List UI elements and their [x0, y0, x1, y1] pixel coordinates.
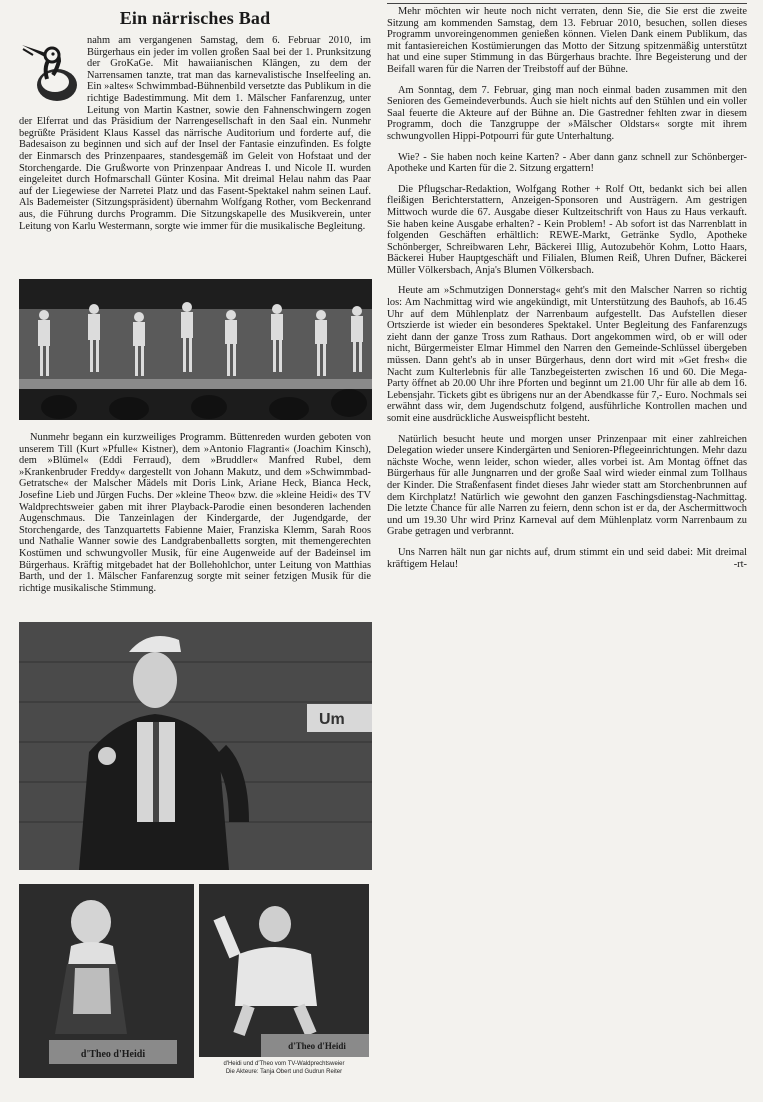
- photo-caption: [199, 1060, 369, 1076]
- paragraph-program: Nunmehr begann ein kurzweiliges Programm. Büttenreden wurden geboten von unserem Till (Kurt »Pfulle« Kistner), dem »Antonio Flagranti« (Joachim Kinsch), dem »Blümel« (Eddi Ferraud), dem »Bruddler« Manfred Rubel, dem »Krankenbruder Freddy« dargestellt von Johann Makutz, und dem »Schwimmbad-Getratsche« der Malscher Mädels mit Doris Link, Ariane Heck, Bianca Heck, Josefine Lieb und Jürgen Fuchs. Der »kleine Theo« bzw. die »kleine Heidi« des TV Waldprechtsweier gaben mit ihrer Playback-Parodie einen besonderen lachenden Augenschmaus. Die Tanzeinlagen der Kindergarde, der Jugendgarde, der Storchengarde, des Tanzquartetts Fabienne Maier, Franziska Klemm, Sarah Roos und Nathalie Wanner sowie des Landgrabenballetts sorgten, mit themengerechten Kostümen und schwungvoller Musik, für eine Augenweide auf der Badeinsel im Bürgerhaus. Kräftig mitgebadet hat der Bollehohlchor, unter Leitung von Matthias Barth, und der 1. Mälscher Fanfarenzug sorgte mit seiner fetzigen Musik für die richtige musikalische Stimmung.: [19, 432, 371, 594]
- paragraph-editorial: Die Pflugschar-Redaktion, Wolfgang Rother + Rolf Ott, bedankt sich bei allen fleißigen Berichterstattern, Anzeigen-Sponsoren und Austrägern. Am gestrigen Mittwoch wurde die 67. Ausgabe dieser Kultzeitschrift von Haus zu Haus verkauft. Sie haben keine Ausgabe erhalten? - Kein Problem! - Ab sofort ist das Narrenblatt in folgenden Geschäften erhältlich: REWE-Markt, Getränke Sydlo, Apotheke Schönberger, Schreibwaren Lehr, Bäckerei Illig, Autozubehör Kohm, Lotto Haars, Bäckerei Huber Hauptgeschäft und Filialen, Blumen Reiß, Uhren Dufner, Bäckerei Müller Völkersbach, Anja's Blumen Völkersbach.: [387, 183, 747, 276]
- paragraph-prinzenpaar: Natürlich besucht heute und morgen unser Prinzenpaar mit einer zahlreichen Delegation wieder unsere Kindergärten und Senioren-Pflegeeinrichtungen. Mehr dazu nächste Woche, wenn leider, schon wieder, alles vorbei ist. Am Montag öffnet das Bürgerhaus für alle Jungnarren und der große Saal wird wieder einmal zum Tollhaus der Kinder. Die Straßenfasent findet dieses Jahr wieder statt am Storchenbrunnen auf dem Kirchplatz! Natürlich wie gewohnt den ganzen Faschingsdienstag-Nachmittag. Die letzte Chance für alle Narren zu feiern, denn schon ist er da, der Aschermittwoch und um 19.30 Uhr wird Prinz Karneval auf dem Mühlenplatz vorm Narrenbaum zu Grabe getragen und verbrannt.: [387, 433, 747, 538]
- sign-text: Um: [319, 711, 345, 728]
- stork-logo-icon: [19, 35, 81, 105]
- paragraph-donnerstag: Heute am »Schmutzigen Donnerstag« geht's mit den Malscher Narren so richtig los: Am Nachmittag wird wie angekündigt, mit Unterstützung des Bauhofs, ab 16.45 Uhr auf dem Mühlenplatz der Narrenbaum aufgestellt. Das Aufstellen dieser Ortszierde ist wieder ein besonderes Spektakel. Unter Begleitung des Fanfarenzugs zieht dann der ganze Tross zum Rathaus. Dort angekommen wird, ob er will oder nicht, Bürgermeister Elmar Himmel den Narren den Gemeinde-Schlüssel übergeben müssen. Dann geht's ab in unser Bürgerhaus, denn dort wird mit »Get fresh« die Nacht zum Kulterlebnis für alle Tanzbegeisterten zwischen 16 und 60. Die Mega-Party öffnet ab 20.00 Uhr ihre Pforten und beginnt um 21.00 Uhr für alle ab dem 16. Lebensjahr. Tickets gibt es übrigens nur an der Abendkasse für 7,- Euro. Nochmals sei erwähnt dass wir, dem Jugendschutz folgend, ausführliche Kontrollen machen und somit eine ausdrückliche Ausweispflicht besteht.: [387, 285, 747, 424]
- plaque-right-text: d'Theo d'Heidi: [288, 1041, 346, 1051]
- paragraph-seniors: Am Sonntag, dem 7. Februar, ging man noch einmal baden zusammen mit den Senioren des Gemeindeverbunds. Auch sie hielt nichts auf den Stühlen und ein voller Saal feuerte die Akteure auf der Bühne an. Die Gastredner fehlten zwar in diesem Programm, doch die Tanzgruppe der »Mälscher Oldstars« sorgte mit ihrem schwungvollen Hippi-Potpourri für gute Unterhaltung.: [387, 84, 747, 142]
- photo-heidi: [19, 884, 194, 1078]
- caption-line-1: d'Heidi und d'Theo vom TV-Waldprechtsweier: [223, 1061, 345, 1067]
- paragraph-closing: [387, 547, 747, 570]
- paragraph-tickets: Wie? - Sie haben noch keine Karten? - Aber dann ganz schnell zur Schönberger-Apotheke und Karten für die 2. Sitzung ergattern!: [387, 151, 747, 175]
- plaque-left-text: d'Theo d'Heidi: [80, 1049, 146, 1060]
- photo-dance-group: [19, 279, 372, 420]
- paragraph-intro: nahm am vergangenen Samstag, dem 6. Februar 2010, im Bürgerhaus ein jeder im vollen großen Saal bei der 1. Prunksitzung der GroKaGe. Mit hawaiianischen Klängen, zu dem der Narrensamen tanzte, trat man das karnevalistische Inselfeeling an. Ein »altes« Schwimmbad-Bühnenbild versetzte das Publikum in die richtige Badestimmung. Mit dem 1. Mälscher Fanfarenzug, unter Leitung von Martin Kastner, sowie den Fahnenschwingern zogen der Elferrat und das Präsidium der Narrengesellschaft in den Saal ein. Nunmehr begrüßte Präsident Klaus Kassel das närrische Auditorium und forderte auf, die Badesaison zu beginnen und sich auf der Insel der Fantasie einzufinden. Es folgte der Einmarsch des Prinzenpaares, standesgemäß im Geleit von Hofstaat und der Storchengarde. Die Grußworte von Prinzenpaar Andreas I. und Nicole II. wurden eingeleitet durch Hofmarschall Günter Kosina. Mit dreimal Helau nahm das Paar auf der Liegewiese der Narretei Platz und das Fasent-Spektakel nahm seinen Lauf. Als Bademeister (Sitzungspräsident) übernahm Wolfgang Rother, vom Beckenrand aus, die Führung durchs Programm. Die Sitzungskapelle des Musikverein, unter Leitung von Karlu Westermann, sorgte wie immer für die musikalische Begleitung.: [19, 35, 371, 232]
- paragraph-second-session: Mehr möchten wir heute noch nicht verraten, denn Sie, die Sie erst die zweite Sitzung am kommenden Samstag, dem 13. Februar 2010, besuchen, sollen dieses Programm unvoreingenommen genießen können. Vielen Dank einem Publikum, das mit fantasiereichen Kostümierungen das Motto der Sitzung spitzenmäßig unterstützt hat und eine super Stimmung in das Bürgerhaus brachte. Ihre Begeisterung und der Beifall waren für die Narren der Treibstoff auf der Bühne.: [387, 6, 747, 75]
- left-column-lower: [19, 432, 371, 594]
- right-column: [387, 6, 747, 570]
- header-rule: [387, 3, 747, 4]
- photo-speaker: [19, 622, 372, 870]
- caption-line-2: Die Akteure: Tanja Obert und Gudrun Reiter: [225, 1069, 343, 1075]
- author-signature: -rt-: [733, 558, 747, 570]
- article-title: Ein närrisches Bad: [119, 8, 271, 28]
- photo-theo: [199, 884, 369, 1057]
- closing-text: Uns Narren hält nun gar nichts auf, drum stimmt ein und seid dabei: Mit dreimal kräftigem Helau!: [387, 546, 747, 570]
- left-column: [19, 6, 371, 232]
